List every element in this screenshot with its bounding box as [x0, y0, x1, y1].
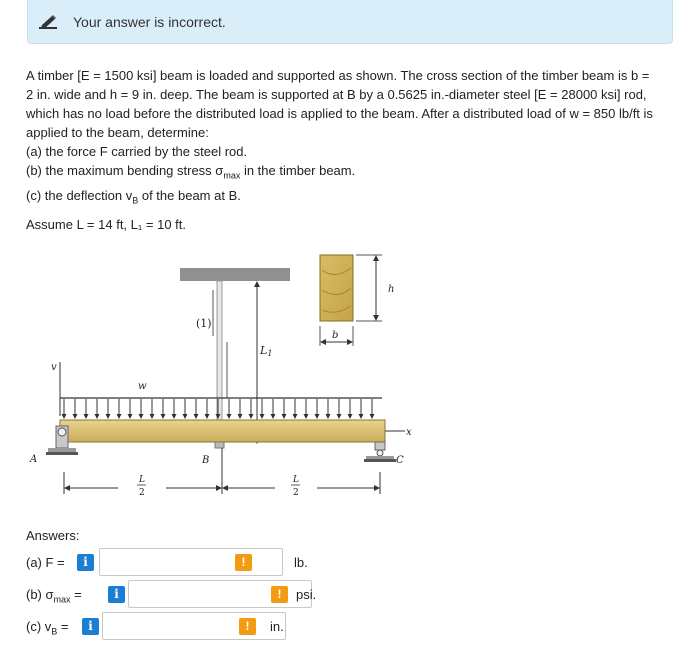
w-label: w	[138, 381, 147, 392]
problem-line: A timber [E = 1500 ksi] beam is loaded and supported as shown. The cross section of the timber beam is b =	[26, 68, 650, 83]
answer-row-c	[26, 612, 346, 642]
feedback-message: Your answer is incorrect.	[73, 14, 226, 30]
load-arrowhead	[315, 414, 320, 419]
load-arrowhead	[128, 414, 133, 419]
rod-label: (1)	[196, 317, 212, 330]
load-arrowhead	[370, 414, 375, 419]
load-arrowhead	[337, 414, 342, 419]
load-arrowhead	[95, 414, 100, 419]
load-arrowhead	[227, 414, 232, 419]
answer-a-unit: lb.	[294, 555, 308, 570]
timber-beam	[60, 420, 385, 442]
load-arrowhead	[150, 414, 155, 419]
warning-icon: !	[239, 618, 256, 635]
load-arrowhead	[84, 414, 89, 419]
answer-c-input[interactable]	[102, 612, 286, 640]
load-arrowhead	[73, 414, 78, 419]
support-c-label: C	[396, 455, 404, 466]
load-arrowhead	[304, 414, 309, 419]
load-arrowhead	[348, 414, 353, 419]
answer-b-label: (b) $\sigma_{max}$ =	[26, 587, 82, 605]
svg-text:2: 2	[293, 488, 299, 498]
info-icon[interactable]: i	[108, 586, 125, 603]
load-arrowhead	[293, 414, 298, 419]
half-l-left	[137, 475, 146, 498]
load-arrowhead	[62, 414, 67, 419]
load-arrowhead	[117, 414, 122, 419]
answer-a-input[interactable]	[99, 548, 283, 576]
feedback-banner	[27, 0, 673, 44]
load-arrowhead	[106, 414, 111, 419]
warning-icon: !	[271, 586, 288, 603]
answer-b-unit: psi.	[296, 587, 317, 602]
answer-c-unit: in.	[270, 619, 284, 634]
ceiling-support	[180, 268, 290, 281]
problem-statement	[26, 66, 678, 210]
roller-support-c	[364, 442, 396, 462]
part-a-text: (a) the force F carried by the steel rod.	[26, 144, 248, 159]
problem-line: 2 in. wide and h = 9 in. deep. The beam is supported at B by a 0.5625 in.-diameter steel [E = 28000 ksi] rod,	[26, 87, 647, 102]
problem-line: applied to the beam, determine:	[26, 125, 209, 140]
support-a-label: A	[30, 454, 38, 465]
assumptions: Assume L = 14 ft, L₁ = 10 ft.	[26, 217, 186, 232]
x-axis-label: x	[406, 427, 412, 438]
pencil-icon	[38, 14, 58, 30]
load-arrowhead	[359, 414, 364, 419]
l1-label: L1	[260, 344, 273, 358]
beam-figure	[20, 250, 420, 515]
warning-icon: !	[235, 554, 252, 571]
h-dim-label: h	[388, 284, 395, 295]
info-icon[interactable]: i	[77, 554, 94, 571]
load-arrowhead	[271, 414, 276, 419]
load-arrowhead	[326, 414, 331, 419]
load-arrowhead	[282, 414, 287, 419]
load-arrowhead	[194, 414, 199, 419]
load-arrowhead	[183, 414, 188, 419]
answer-row-a	[26, 548, 346, 578]
answer-a-label: (a) F =	[26, 555, 65, 570]
load-arrows	[62, 399, 375, 419]
part-c-text: (c) the deflection $v_B$ of the beam at B.	[26, 187, 241, 206]
svg-text:L: L	[139, 475, 145, 485]
svg-text:L: L	[293, 475, 299, 485]
load-arrowhead	[139, 414, 144, 419]
b-dim-label: b	[332, 330, 339, 341]
load-arrowhead	[249, 414, 254, 419]
v-axis-label: v	[51, 362, 57, 373]
part-b-text: (b) the maximum bending stress $\sigma_{max}$ in the timber beam.	[26, 163, 356, 181]
answer-c-label: (c) $v_B$ =	[26, 619, 69, 637]
load-arrowhead	[161, 414, 166, 419]
support-b-label: B	[202, 455, 210, 466]
svg-text:2: 2	[139, 488, 145, 498]
half-l-right	[291, 475, 300, 498]
load-arrowhead	[205, 414, 210, 419]
load-arrowhead	[238, 414, 243, 419]
answers-heading: Answers:	[26, 528, 80, 543]
problem-line: which has no load before the distributed load is applied to the beam. After a distributed load of w = 850 lb/ft is	[26, 106, 653, 121]
answer-row-b	[26, 580, 346, 610]
load-arrowhead	[260, 414, 265, 419]
load-arrowhead	[172, 414, 177, 419]
info-icon[interactable]: i	[82, 618, 99, 635]
